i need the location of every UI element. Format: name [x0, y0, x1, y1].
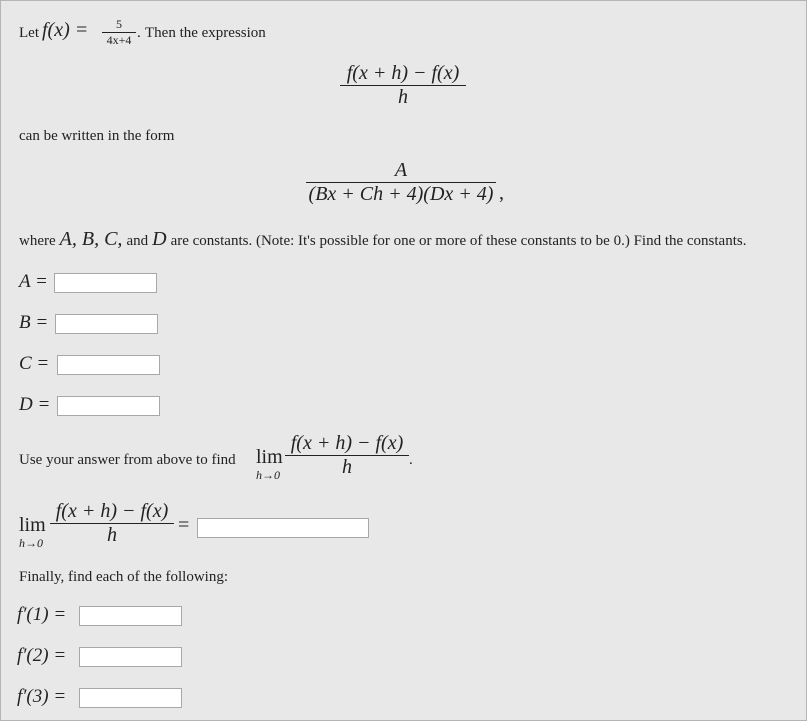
constant-d-input[interactable] — [57, 396, 160, 416]
difference-quotient-numerator: f(x + h) − f(x) — [346, 62, 460, 84]
intro-period: . — [137, 25, 141, 41]
limit-answer-equals: = — [178, 514, 190, 536]
constant-c-input[interactable] — [57, 355, 160, 375]
limit-prompt-denominator: h — [342, 456, 352, 478]
limit-answer-subscript: h→0 — [19, 536, 43, 550]
where-prefix: where — [19, 233, 56, 249]
limit-prompt-lim: lim — [256, 446, 283, 468]
limit-answer-numerator: f(x + h) − f(x) — [55, 500, 169, 522]
target-form-numerator: A — [394, 159, 408, 181]
difference-quotient-denominator: h — [398, 86, 408, 108]
target-form — [306, 159, 496, 206]
constant-a-input[interactable] — [54, 273, 157, 293]
constant-a-label: A = — [19, 271, 48, 292]
intro-let: Let — [19, 25, 39, 41]
intro-f-of-x: f(x) = — [42, 19, 89, 41]
form-intro: can be written in the form — [19, 128, 175, 144]
limit-answer-fraction — [50, 500, 174, 547]
constant-b-label: B = — [19, 312, 49, 333]
limit-answer-denominator: h — [107, 524, 117, 546]
limit-prompt-subscript: h→0 — [256, 468, 280, 482]
limit-answer-input[interactable] — [197, 518, 369, 538]
derivative-2-input[interactable] — [79, 647, 182, 667]
derivative-1-input[interactable] — [79, 606, 182, 626]
derivative-1-label: f′(1) = — [17, 604, 67, 625]
target-form-comma: , — [499, 182, 504, 204]
intro-fraction-denominator: 4x+4 — [106, 33, 132, 47]
constant-c-label: C = — [19, 353, 50, 374]
derivative-3-label: f′(3) = — [17, 686, 67, 707]
limit-prompt-period: . — [409, 452, 413, 468]
difference-quotient — [340, 62, 466, 109]
where-var-d: D — [152, 228, 167, 250]
limit-prompt-fraction — [285, 432, 409, 479]
constant-d-label: D = — [19, 394, 51, 415]
intro-fraction — [102, 17, 136, 48]
target-form-denominator: (Bx + Ch + 4)(Dx + 4) — [308, 183, 494, 205]
intro-fraction-numerator: 5 — [116, 17, 122, 31]
intro-then: Then the expression — [145, 25, 266, 41]
where-line — [19, 228, 746, 251]
constant-b-input[interactable] — [55, 314, 158, 334]
derivative-3-input[interactable] — [79, 688, 182, 708]
limit-answer-lim: lim — [19, 514, 46, 536]
where-and: and — [126, 233, 149, 249]
limit-prompt-text: Use your answer from above to find — [19, 452, 236, 468]
derivative-2-label: f′(2) = — [17, 645, 67, 666]
where-suffix: are constants. (Note: It's possible for one or more of these constants to be 0.) Find the constants. — [170, 233, 747, 249]
limit-prompt-numerator: f(x + h) − f(x) — [290, 432, 404, 454]
finally-text: Finally, find each of the following: — [19, 569, 228, 585]
where-vars: A, B, C, — [59, 228, 123, 250]
